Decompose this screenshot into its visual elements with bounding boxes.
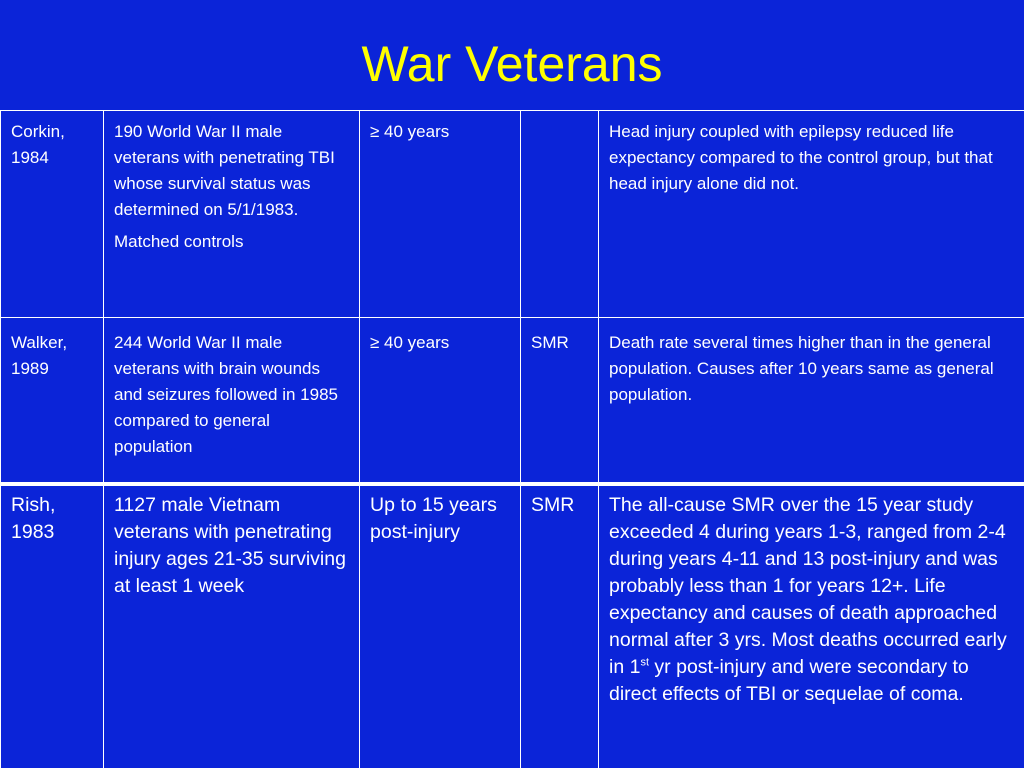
findings-cell [599, 484, 1024, 768]
slide-title: War Veterans [361, 36, 663, 92]
study-cell: Rish, 1983 [1, 484, 104, 768]
measure-cell: SMR [521, 484, 599, 768]
study-cell: Corkin, 1984 [1, 111, 104, 318]
findings-text-part1: The all-cause SMR over the 15 year study exceeded 4 during years 1-3, ranged from 2-4 during years 4-11 and 13 post-injury and was probably less than 1 for years 12+. Life expectancy and causes of death approached normal after 3 yrs. Most deaths occurred early in 1 [609, 493, 1007, 678]
findings-superscript: st [640, 656, 650, 668]
study-cell: Walker, 1989 [1, 318, 104, 484]
table-row [1, 111, 1024, 318]
table-row [1, 484, 1024, 768]
findings-cell: Head injury coupled with epilepsy reduced life expectancy compared to the control group, but that head injury alone did not. [599, 111, 1024, 318]
population-cell: 1127 male Vietnam veterans with penetrating injury ages 21-35 surviving at least 1 week [104, 484, 360, 768]
measure-cell: SMR [521, 318, 599, 484]
population-cell: 244 World War II male veterans with brain wounds and seizures followed in 1985 compared to general population [104, 318, 360, 484]
follow-up-cell: ≥ 40 years [360, 318, 521, 484]
findings-text-part2: yr post-injury and were secondary to direct effects of TBI or sequelae of coma. [609, 655, 969, 705]
table-row [1, 318, 1024, 484]
population-extra-text: Matched controls [114, 232, 244, 251]
findings-cell: Death rate several times higher than in the general population. Causes after 10 years same as general population. [599, 318, 1024, 484]
population-cell [104, 111, 360, 318]
studies-table [0, 110, 1024, 768]
measure-cell [521, 111, 599, 318]
follow-up-cell: ≥ 40 years [360, 111, 521, 318]
population-text: 190 World War II male veterans with penetrating TBI whose survival status was determined on 5/1/1983. [114, 122, 335, 219]
follow-up-cell: Up to 15 years post-injury [360, 484, 521, 768]
